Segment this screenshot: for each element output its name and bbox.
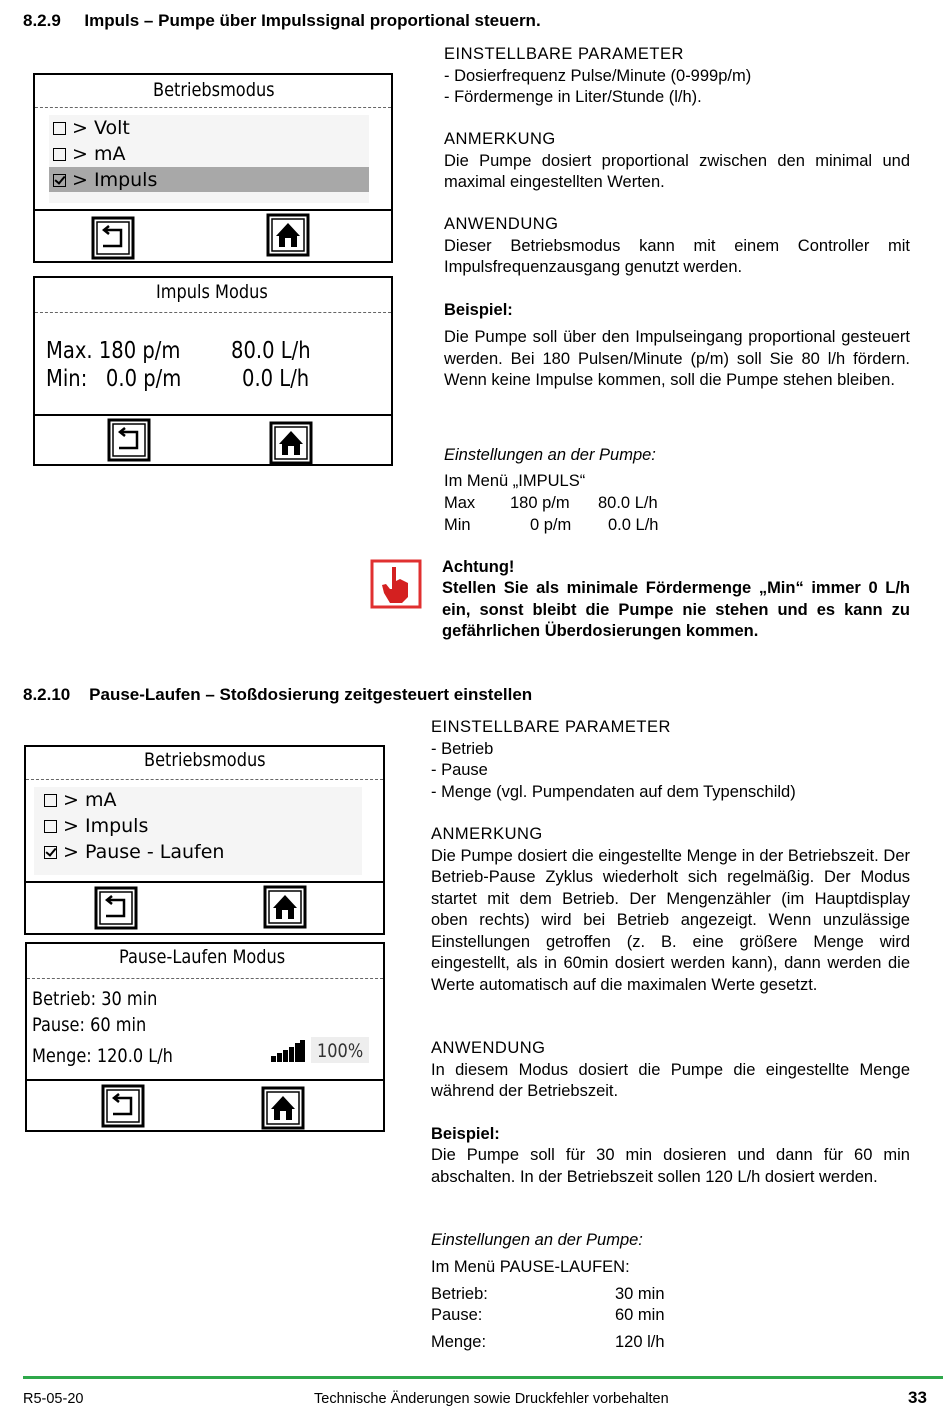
lcd-option-ma: > mA bbox=[53, 143, 125, 165]
lcd-title: Impuls Modus bbox=[156, 281, 268, 303]
settings-max-label: Max bbox=[444, 494, 476, 512]
lcd-min-rate: Min: 0.0 p/m bbox=[46, 366, 182, 392]
checkbox-unchecked-icon bbox=[44, 820, 57, 833]
lcd-max-rate: Max. 180 p/m bbox=[46, 338, 181, 364]
home-icon bbox=[269, 421, 313, 465]
note-block-2: ANMERKUNG Die Pumpe dosiert die eingestellte Menge in der Betriebszeit. Der Betrieb-Pause Zyklus wiederholt sich regelmäßig. Der Modus startet mit dem Betrieb. Der Mengenzähler (im Hauptdisplay oben rechts) wird bei Betrieb angezeigt. Wenn unzulässige Einstellungen getroffen (z. B. eine größere Menge wird eingestellt, als in 60min dosiert werden kann), dann werden die Werte automatisch auf die maximalen Werte gesetzt. bbox=[431, 825, 910, 994]
section-heading-8-2-10: 8.2.10 Pause-Laufen – Stoßdosierung zeitgesteuert einstellen bbox=[23, 685, 533, 704]
checkbox-unchecked-icon bbox=[44, 794, 57, 807]
example-title-2: Beispiel: bbox=[431, 1125, 500, 1143]
settings-betrieb-label: Betrieb: bbox=[431, 1285, 488, 1303]
footer-rule bbox=[23, 1376, 943, 1379]
signal-level-icon bbox=[271, 1040, 305, 1062]
footer-disclaimer: Technische Änderungen sowie Druckfehler vorbehalten bbox=[314, 1391, 669, 1407]
footer-revision: R5-05-20 bbox=[23, 1391, 84, 1407]
example-text: Die Pumpe soll über den Impulseingang proportional gesteuert werden. Bei 180 Pulsen/Minute (p/m) soll Sie 80 l/h fördern. Wenn keine Impulse kommen, soll die Pumpe stehen bleiben. bbox=[444, 328, 910, 389]
settings-min-flow: 0.0 L/h bbox=[608, 516, 659, 534]
lcd-option-volt: > Volt bbox=[53, 117, 130, 139]
lcd-title: Pause-Laufen Modus bbox=[119, 946, 286, 968]
back-arrow-icon bbox=[94, 886, 138, 930]
lcd-betriebsmodus-screen bbox=[33, 73, 393, 263]
checkbox-unchecked-icon bbox=[53, 148, 66, 161]
settings-pause-value: 60 min bbox=[615, 1306, 665, 1324]
home-icon bbox=[266, 213, 310, 257]
use-block: ANWENDUNG Dieser Betriebsmodus kann mit einem Controller mit Impulsfrequenzausgang genutzt werden. bbox=[444, 215, 910, 276]
settings-menge-label: Menge: bbox=[431, 1333, 487, 1351]
lcd-option-ma: > mA bbox=[44, 789, 116, 811]
home-icon bbox=[261, 1086, 305, 1130]
lcd-option-impuls: > Impuls bbox=[53, 169, 157, 191]
settings-menu-2: Im Menü PAUSE-LAUFEN: bbox=[431, 1258, 630, 1276]
settings-menu: Im Menü „IMPULS“ bbox=[444, 472, 586, 490]
back-arrow-icon bbox=[101, 1084, 145, 1128]
section-heading-8-2-9: 8.2.9 Impuls – Pumpe über Impulssignal proportional steuern. bbox=[23, 11, 541, 30]
params-block: EINSTELLBARE PARAMETER - Dosierfrequenz Pulse/Minute (0-999p/m) - Fördermenge in Liter/Stunde (l/h). bbox=[444, 45, 752, 106]
lcd-title: Betriebsmodus bbox=[153, 79, 275, 101]
lcd-pause: Pause: 60 min bbox=[32, 1014, 147, 1036]
lcd-percent: 100% bbox=[317, 1040, 364, 1062]
settings-betrieb-value: 30 min bbox=[615, 1285, 665, 1303]
home-icon bbox=[263, 885, 307, 929]
example-title: Beispiel: bbox=[444, 301, 513, 319]
lcd-option-pause-laufen: > Pause - Laufen bbox=[44, 841, 224, 863]
lcd-impuls-modus-screen bbox=[33, 276, 393, 466]
lcd-min-flow: 0.0 L/h bbox=[242, 366, 310, 392]
settings-min-label: Min bbox=[444, 516, 471, 534]
example-text-2: Die Pumpe soll für 30 min dosieren und dann für 60 min abschalten. In der Betriebszeit sollen 120 L/h dosiert werden. bbox=[431, 1146, 910, 1186]
warning-hand-icon bbox=[370, 559, 422, 609]
lcd-betrieb: Betrieb: 30 min bbox=[32, 988, 158, 1010]
lcd-menge: Menge: 120.0 L/h bbox=[32, 1045, 173, 1067]
lcd-betriebsmodus-screen-2 bbox=[24, 745, 385, 935]
back-arrow-icon bbox=[107, 418, 151, 462]
checkbox-unchecked-icon bbox=[53, 122, 66, 135]
settings-pause-label: Pause: bbox=[431, 1306, 483, 1324]
page-number: 33 bbox=[908, 1388, 927, 1407]
lcd-max-flow: 80.0 L/h bbox=[231, 338, 311, 364]
lcd-title: Betriebsmodus bbox=[144, 749, 266, 771]
settings-title-2: Einstellungen an der Pumpe: bbox=[431, 1231, 643, 1249]
settings-menge-value: 120 l/h bbox=[615, 1333, 665, 1351]
settings-max-rate: 180 p/m bbox=[510, 494, 570, 512]
settings-title: Einstellungen an der Pumpe: bbox=[444, 446, 656, 464]
checkbox-checked-icon bbox=[53, 174, 66, 187]
note-block: ANMERKUNG Die Pumpe dosiert proportional zwischen den minimal und maximal eingestellten Werten. bbox=[444, 130, 910, 191]
lcd-option-impuls: > Impuls bbox=[44, 815, 148, 837]
back-arrow-icon bbox=[91, 216, 135, 260]
lcd-pause-laufen-modus-screen bbox=[25, 942, 385, 1132]
settings-min-rate: 0 p/m bbox=[530, 516, 572, 534]
checkbox-checked-icon bbox=[44, 846, 57, 859]
use-block-2: ANWENDUNG In diesem Modus dosiert die Pumpe die eingestellte Menge während der Betriebszeit. bbox=[431, 1039, 910, 1100]
settings-max-flow: 80.0 L/h bbox=[598, 494, 658, 512]
warning-text: Stellen Sie als minimale Fördermenge „Min“ immer 0 L/h ein, sonst bleibt die Pumpe nie stehen und es kann zu gefährlichen Überdosierungen kommen. bbox=[442, 579, 910, 640]
params-block-2: EINSTELLBARE PARAMETER - Betrieb - Pause - Menge (vgl. Pumpendaten auf dem Typenschild) bbox=[431, 718, 796, 801]
warning-title: Achtung! bbox=[442, 558, 515, 576]
